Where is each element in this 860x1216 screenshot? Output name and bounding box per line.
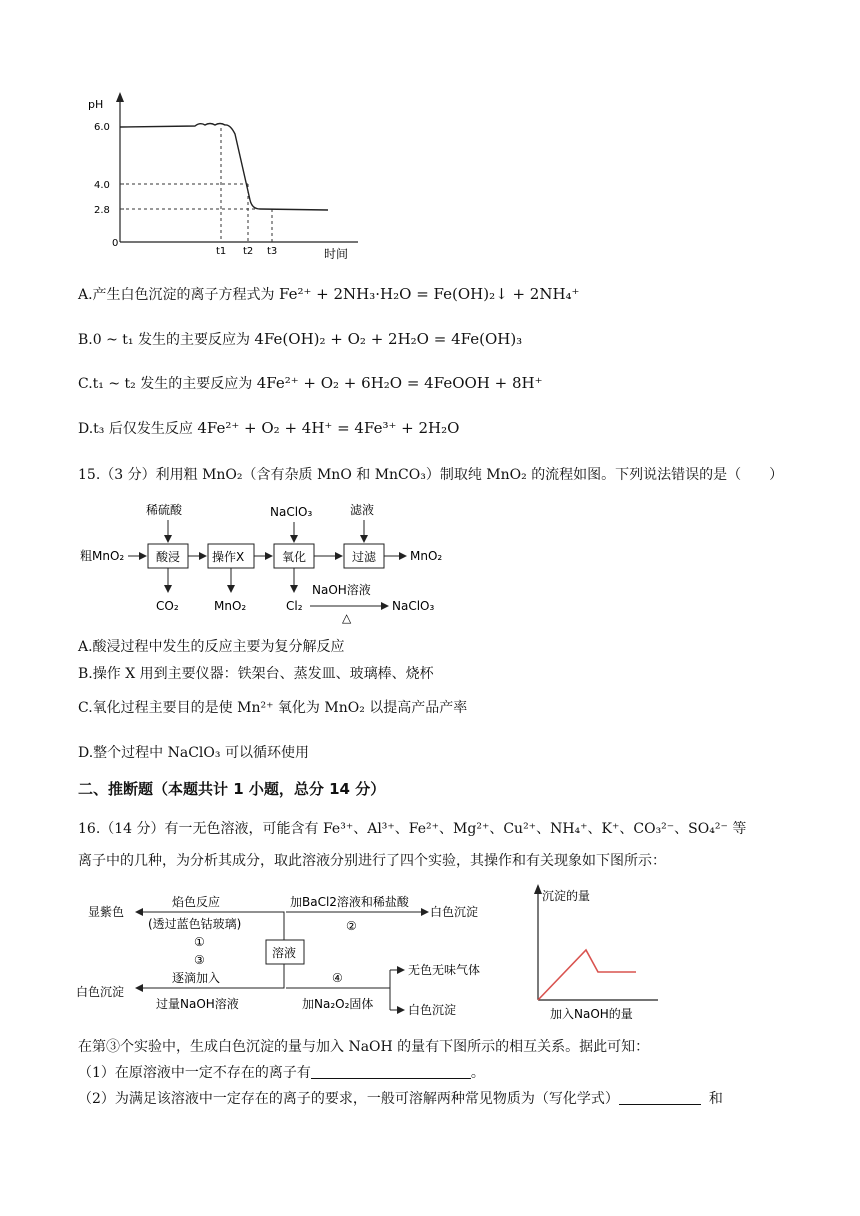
q14-c-equation: 4Fe²⁺ + O₂ + 6H₂O = 4FeOOH + 8H⁺ xyxy=(256,374,543,392)
exp4-number: ④ xyxy=(332,971,343,985)
q14-option-b xyxy=(78,329,522,349)
q15-flow-diagram xyxy=(78,500,458,624)
q14-d-text-1: D.t₃ xyxy=(78,421,105,437)
q16-line-1: 16.（14 分）有一无色溶液，可能含有 Fe³⁺、Al³⁺、Fe²⁺、Mg²⁺、Cu²⁺、NH₄⁺、K⁺、CO₃²⁻、SO₄²⁻ 等 xyxy=(78,821,747,837)
y-tick-6: 6.0 xyxy=(94,122,110,133)
x-axis-label: 时间 xyxy=(324,247,349,261)
exp2-label: 加BaCl2溶液和稀盐酸 xyxy=(290,895,409,909)
flow-reagent-naclo3: NaClO₃ xyxy=(270,505,313,519)
q15-option-a: A.酸浸过程中发生的反应主要为复分解反应 xyxy=(78,639,345,655)
q14-option-d xyxy=(78,418,459,438)
exp2-result: 白色沉淀 xyxy=(430,905,479,919)
exp3-label-bottom: 过量NaOH溶液 xyxy=(156,997,239,1011)
q16-sub2-blank[interactable] xyxy=(619,1090,701,1105)
exp1-label-top: 焰色反应 xyxy=(172,895,221,909)
q16-subquestion-2 xyxy=(78,1088,723,1108)
q16-sub1-blank[interactable] xyxy=(311,1064,471,1079)
flow-input: 粗MnO₂ xyxy=(80,549,125,563)
x-tick-t2: t2 xyxy=(243,246,254,257)
exp4-result-gas: 无色无味气体 xyxy=(408,963,481,977)
exp3-label-top: 逐滴加入 xyxy=(172,971,221,985)
origin-label: 0 xyxy=(112,238,119,249)
q16-subquestion-1 xyxy=(78,1062,485,1082)
exp2-number: ② xyxy=(346,919,357,933)
flow-reagent-acid: 稀硫酸 xyxy=(146,503,183,517)
q16-experiment-diagram xyxy=(76,886,504,1026)
q16-sub2-text: （2）为满足该溶液中一定存在的离子的要求，一般可溶解两种常见物质为（写化学式） xyxy=(78,1091,619,1107)
center-solution-label: 溶液 xyxy=(272,946,297,960)
q15-option-b: B.操作 X 用到主要仪器：铁架台、蒸发皿、玻璃棒、烧杯 xyxy=(78,666,434,682)
exp1-label-bottom: (透过蓝色钴玻璃) xyxy=(148,917,242,931)
q14-b-text-2: 发生的主要反应为 xyxy=(137,332,250,348)
exp3-number: ③ xyxy=(194,953,205,967)
flow-box-acid-leach-label: 酸浸 xyxy=(156,550,181,564)
precipitate-graph xyxy=(528,882,668,1022)
q16-line-2: 离子中的几种，为分析其成分，取此溶液分别进行了四个实验，其操作和有关现象如下图所示： xyxy=(78,853,666,869)
ph-time-chart xyxy=(80,88,380,264)
q14-d-equation: 4Fe²⁺ + O₂ + 4H⁺ = 4Fe³⁺ + 2H₂O xyxy=(197,419,460,437)
q14-d-text-2: 后仅发生反应 xyxy=(108,421,193,437)
q14-option-c xyxy=(78,373,543,393)
q15-option-d: D.整个过程中 NaClO₃ 可以循环使用 xyxy=(78,745,309,761)
flow-out-mno2: MnO₂ xyxy=(214,599,247,613)
exp1-number: ① xyxy=(194,935,205,949)
flow-out-cl2: Cl₂ xyxy=(286,599,303,613)
flow-output: MnO₂ xyxy=(410,549,443,563)
flow-side-reagent: NaOH溶液 xyxy=(312,583,371,597)
q14-a-text: A.产生白色沉淀的离子方程式为 xyxy=(78,287,275,303)
q16-line-3: 在第③个实验中，生成白色沉淀的量与加入 NaOH 的量有下图所示的相互关系。据此可知： xyxy=(78,1039,650,1055)
ph-curve xyxy=(120,124,328,211)
flow-reagent-filtrate: 滤液 xyxy=(350,503,375,517)
q16-sub1-end: 。 xyxy=(470,1065,485,1081)
y-axis-label: pH xyxy=(88,98,104,111)
flow-box-operation-x-label: 操作X xyxy=(212,550,245,564)
exp1-result: 显紫色 xyxy=(88,905,125,919)
exp4-result-precipitate: 白色沉淀 xyxy=(408,1003,457,1017)
q14-c-text-1: C.t₁ ~ t₂ xyxy=(78,376,136,392)
x-tick-t1: t1 xyxy=(216,246,227,257)
flow-out-co2: CO₂ xyxy=(156,599,179,613)
exp4-label: 加Na₂O₂固体 xyxy=(302,997,374,1011)
q16-sub2-end: 和 xyxy=(708,1091,723,1107)
flow-box-oxidation-label: 氧化 xyxy=(282,550,307,564)
q14-b-text-1: B.0 ~ t₁ xyxy=(78,332,134,348)
section-2-title: 二、推断题（本题共计 1 小题，总分 14 分） xyxy=(78,780,386,798)
q15-stem: 15.（3 分）利用粗 MnO₂（含有杂质 MnO 和 MnCO₃）制取纯 MnO₂ 的流程如图。下列说法错误的是（ ） xyxy=(78,467,784,483)
flow-side-condition: △ xyxy=(342,611,352,625)
q15-option-c: C.氧化过程主要目的是使 Mn²⁺ 氧化为 MnO₂ 以提高产品产率 xyxy=(78,700,468,716)
flow-side-product: NaClO₃ xyxy=(392,599,435,613)
y-axis-arrow xyxy=(116,92,124,102)
x-tick-t3: t3 xyxy=(267,246,278,257)
q14-c-text-2: 发生的主要反应为 xyxy=(140,376,253,392)
q14-a-equation: Fe²⁺ + 2NH₃·H₂O = Fe(OH)₂↓ + 2NH₄⁺ xyxy=(279,285,580,303)
y-tick-4: 4.0 xyxy=(94,180,110,191)
flow-box-filtration-label: 过滤 xyxy=(352,550,377,564)
q14-option-a xyxy=(78,284,579,304)
exp3-result: 白色沉淀 xyxy=(76,985,125,999)
q14-b-equation: 4Fe(OH)₂ + O₂ + 2H₂O = 4Fe(OH)₃ xyxy=(254,330,523,348)
y-tick-2.8: 2.8 xyxy=(94,205,110,216)
precipitate-curve xyxy=(538,950,636,1000)
graph-x-label: 加入NaOH的量 xyxy=(550,1007,633,1021)
graph-y-label: 沉淀的量 xyxy=(542,889,591,903)
q16-sub1-text: （1）在原溶液中一定不存在的离子有 xyxy=(78,1065,311,1081)
